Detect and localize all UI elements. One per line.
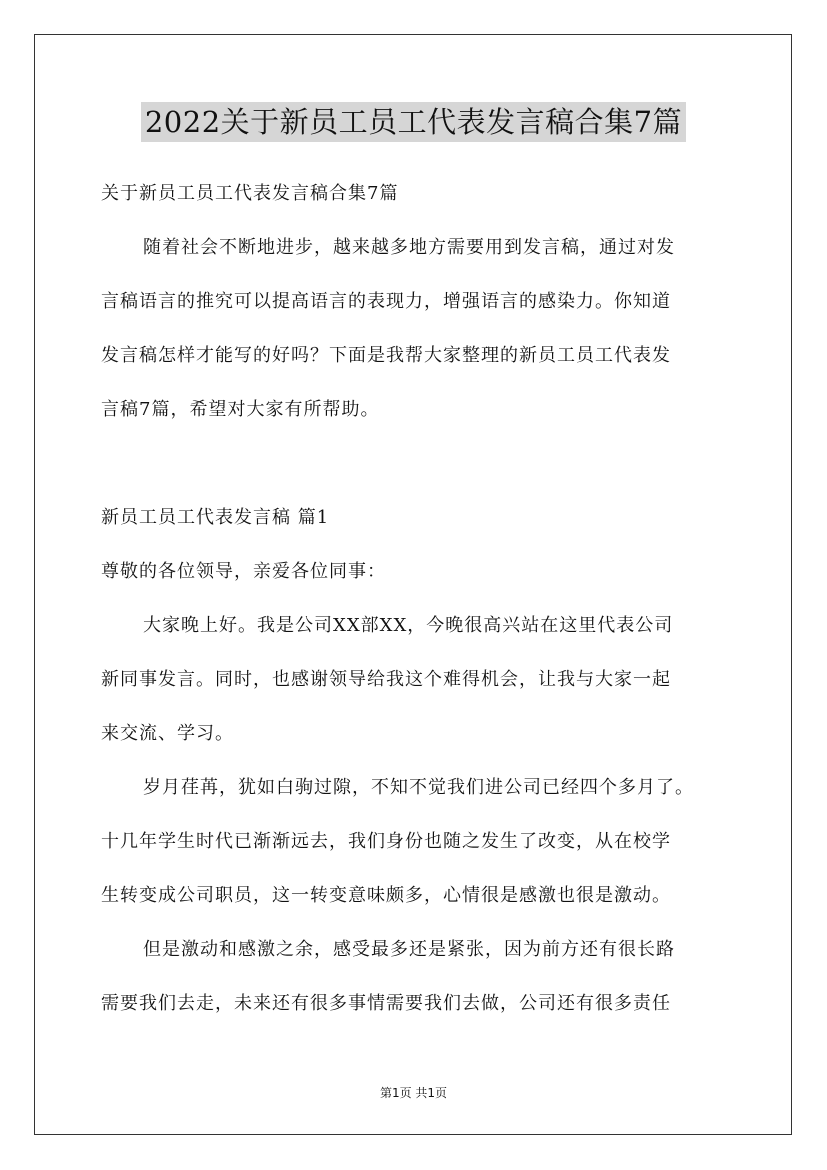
intro-line: 发言稿怎样才能写的好吗？下面是我帮大家整理的新员工员工代表发 bbox=[101, 345, 671, 366]
section-heading: 新员工员工代表发言稿 篇1 bbox=[101, 507, 330, 528]
intro-line: 言稿7篇，希望对大家有所帮助。 bbox=[101, 399, 380, 420]
body-line: 岁月荏苒，犹如白驹过隙，不知不觉我们进公司已经四个多月了。 bbox=[143, 777, 694, 798]
body-line: 需要我们去走，未来还有很多事情需要我们去做，公司还有很多责任 bbox=[101, 993, 671, 1014]
body-line: 来交流、学习。 bbox=[101, 723, 234, 744]
body-line: 新同事发言。同时，也感谢领导给我这个难得机会，让我与大家一起 bbox=[101, 669, 671, 690]
title-wrap bbox=[0, 102, 827, 142]
body-line: 大家晚上好。我是公司XX部XX，今晚很高兴站在这里代表公司 bbox=[143, 615, 674, 636]
body-line: 生转变成公司职员，这一转变意味颇多，心情很是感激也很是激动。 bbox=[101, 885, 671, 906]
document-body bbox=[101, 174, 741, 1038]
paragraph-gap bbox=[101, 444, 741, 498]
intro-line: 随着社会不断地进步，越来越多地方需要用到发言稿，通过对发 bbox=[143, 237, 675, 258]
page-footer: 第1页 共1页 bbox=[379, 1086, 448, 1100]
body-line: 十几年学生时代已渐渐远去，我们身份也随之发生了改变，从在校学 bbox=[101, 831, 671, 852]
document-subtitle: 关于新员工员工代表发言稿合集7篇 bbox=[101, 183, 399, 204]
intro-line: 言稿语言的推究可以提高语言的表现力，增强语言的感染力。你知道 bbox=[101, 291, 671, 312]
salutation: 尊敬的各位领导，亲爱各位同事： bbox=[101, 561, 386, 582]
body-line: 但是激动和感激之余，感受最多还是紧张，因为前方还有很长路 bbox=[143, 939, 675, 960]
document-title: 2022关于新员工员工代表发言稿合集7篇 bbox=[141, 102, 686, 142]
